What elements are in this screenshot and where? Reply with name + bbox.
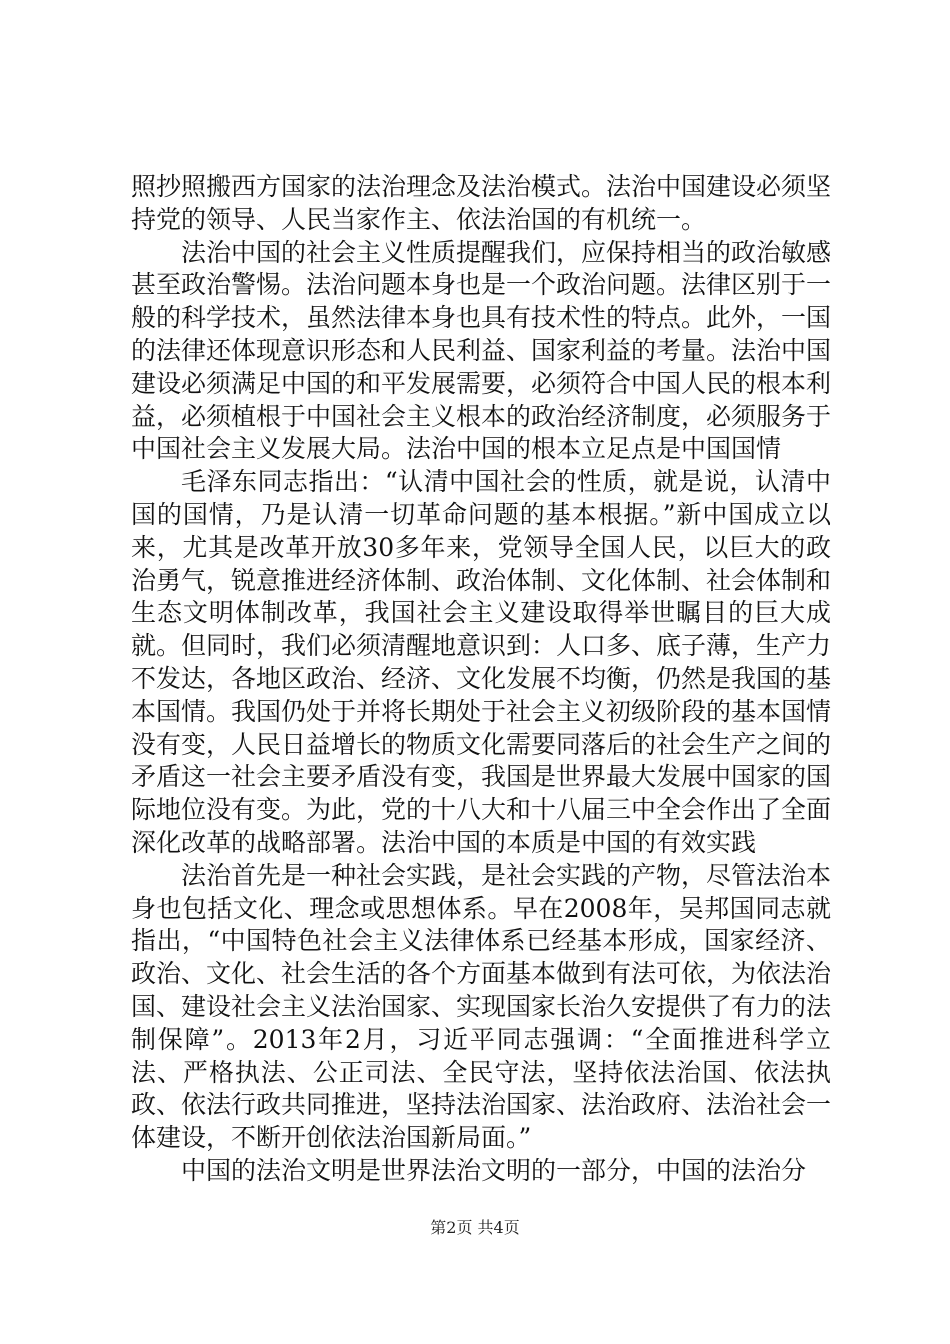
paragraph-5: 中国的法治文明是世界法治文明的一部分，中国的法治分	[181, 1155, 807, 1185]
body-text	[131, 171, 831, 1188]
paragraph-2: 法治中国的社会主义性质提醒我们，应保持相当的政治敏感甚至政治警惕。法治问题本身也是一个政治问题。法律区别于一般的科学技术，虽然法律本身也具有技术性的特点。此外，一国的法律还体现意识形态和人民利益、国家利益的考量。法治中国建设必须满足中国的和平发展需要，必须符合中国人民的根本利益，必须植根于中国社会主义根本的政治经济制度，必须服务于中国社会主义发展大局。法治中国的根本立足点是中国国情	[131, 237, 832, 464]
paragraph-4: 法治首先是一种社会实践，是社会实践的产物，尽管法治本身也包括文化、理念或思想体系。早在2008年，吴邦国同志就指出，“中国特色社会主义法律体系已经基本形成，国家经济、政治、文化、社会生活的各个方面基本做到有法可依，为依法治国、建设社会主义法治国家、实现国家长治久安提供了有力的法制保障”。2013年2月，习近平同志强调：“全面推进科学立法、严格执法、公正司法、全民守法，坚持依法治国、依法执政、依法行政共同推进，坚持法治国家、法治政府、法治社会一体建设，不断开创依法治国新局面。”	[131, 860, 832, 1153]
paragraph-3: 毛泽东同志指出：“认清中国社会的性质，就是说，认清中国的国情，乃是认清一切革命问题的基本根据。”新中国成立以来，尤其是改革开放30多年来，党领导全国人民，以巨大的政治勇气，锐意推进经济体制、政治体制、文化体制、社会体制和生态文明体制改革，我国社会主义建设取得举世瞩目的巨大成就。但同时，我们必须清醒地意识到：人口多、底子薄，生产力不发达，各地区政治、经济、文化发展不均衡，仍然是我国的基本国情。我国仍处于并将长期处于社会主义初级阶段的基本国情没有变，人民日益增长的物质文化需要同落后的社会生产之间的矛盾这一社会主要矛盾没有变，我国是世界最大发展中国家的国际地位没有变。为此，党的十八大和十八届三中全会作出了全面深化改革的战略部署。法治中国的本质是中国的有效实践	[131, 467, 832, 857]
paragraph-1: 照抄照搬西方国家的法治理念及法治模式。法治中国建设必须坚持党的领导、人民当家作主、依法治国的有机统一。	[131, 172, 832, 234]
page-number-footer: 第2页 共4页	[430, 1218, 520, 1237]
